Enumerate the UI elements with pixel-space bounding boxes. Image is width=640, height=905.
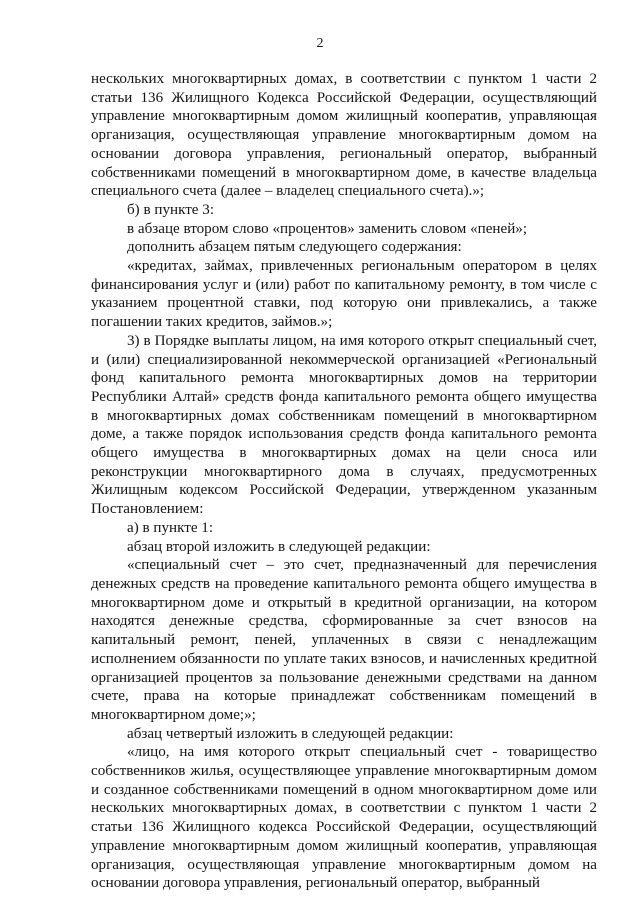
paragraph-quote: «кредитах, займах, привлеченных региональным оператором в целях финансирования услуг и (или) работ по капитальному ремонту, в том числе с указанием процентной ставки, под которую они привлекались, а также погашении таких кредитов, займов.»;	[91, 258, 597, 331]
paragraph-continuation: нескольких многоквартирных домах, в соответствии с пунктом 1 части 2 статьи 136 Жилищного Кодекса Российской Федерации, осуществляющий управление многоквартирным домом жилищный кооператив, управляющая организация, осуществляющая управление многоквартирным домом на основании договора управления, региональный оператор, выбранный собственниками помещений в многоквартирном доме, в качестве владельца специального счета (далее – владелец специального счета).»;	[91, 71, 597, 200]
document-body	[91, 70, 597, 893]
paragraph-amendment: абзац четвертый изложить в следующей редакции:	[127, 725, 454, 742]
paragraph-quote: «специальный счет – это счет, предназначенный для перечисления денежных средств на проведение капитального ремонта общего имущества в многоквартирном доме и открытый в кредитной организации, на котором находятся денежные средства, сформированные за счет взносов на капитальный ремонт, пеней, уплаченных в связи с ненадлежащим исполнением обязанности по уплате таких взносов, и начисленных кредитной организацией процентов за пользование денежными средствами на данном счете, права на которые принадлежат собственникам помещений в многоквартирном доме;»;	[91, 557, 597, 723]
paragraph-amendment: абзац второй изложить в следующей редакции:	[127, 538, 431, 555]
paragraph-subitem-b: б) в пункте 3:	[127, 201, 215, 218]
page-number: 2	[316, 36, 324, 51]
paragraph-subitem-a: а) в пункте 1:	[127, 519, 214, 536]
paragraph-amendment: дополнить абзацем пятым следующего содержания:	[127, 239, 462, 256]
paragraph-item-3: 3) в Порядке выплаты лицом, на имя которого открыт специальный счет, и (или) специализированной некоммерческой организацией «Региональный фонд капитального ремонта многоквартирных домов на территории Республики Алтай» средств фонда капитального ремонта общего имущества в многоквартирных домах собственникам помещений в многоквартирном доме, а также порядок использования средств фонда капитального ремонта общего имущества в многоквартирных домах на цели сноса или реконструкции многоквартирного дома в случаях, предусмотренных Жилищным кодексом Российской Федерации, утвержденном указанным Постановлением:	[91, 332, 597, 518]
paragraph-amendment: в абзаце втором слово «процентов» заменить словом «пеней»;	[127, 220, 528, 237]
paragraph-quote: «лицо, на имя которого открыт специальный счет - товарищество собственников жилья, осуществляющее управление многоквартирным домом и созданное собственниками помещений в одном многоквартирном доме или нескольких многоквартирных домах, в соответствии с пунктом 1 части 2 статьи 136 Жилищного кодекса Российской Федерации, осуществляющий управление многоквартирным домом жилищный кооператив, управляющая организация, осуществляющая управление многоквартирным домом на основании договора управления, региональный оператор, выбранный	[91, 744, 597, 892]
